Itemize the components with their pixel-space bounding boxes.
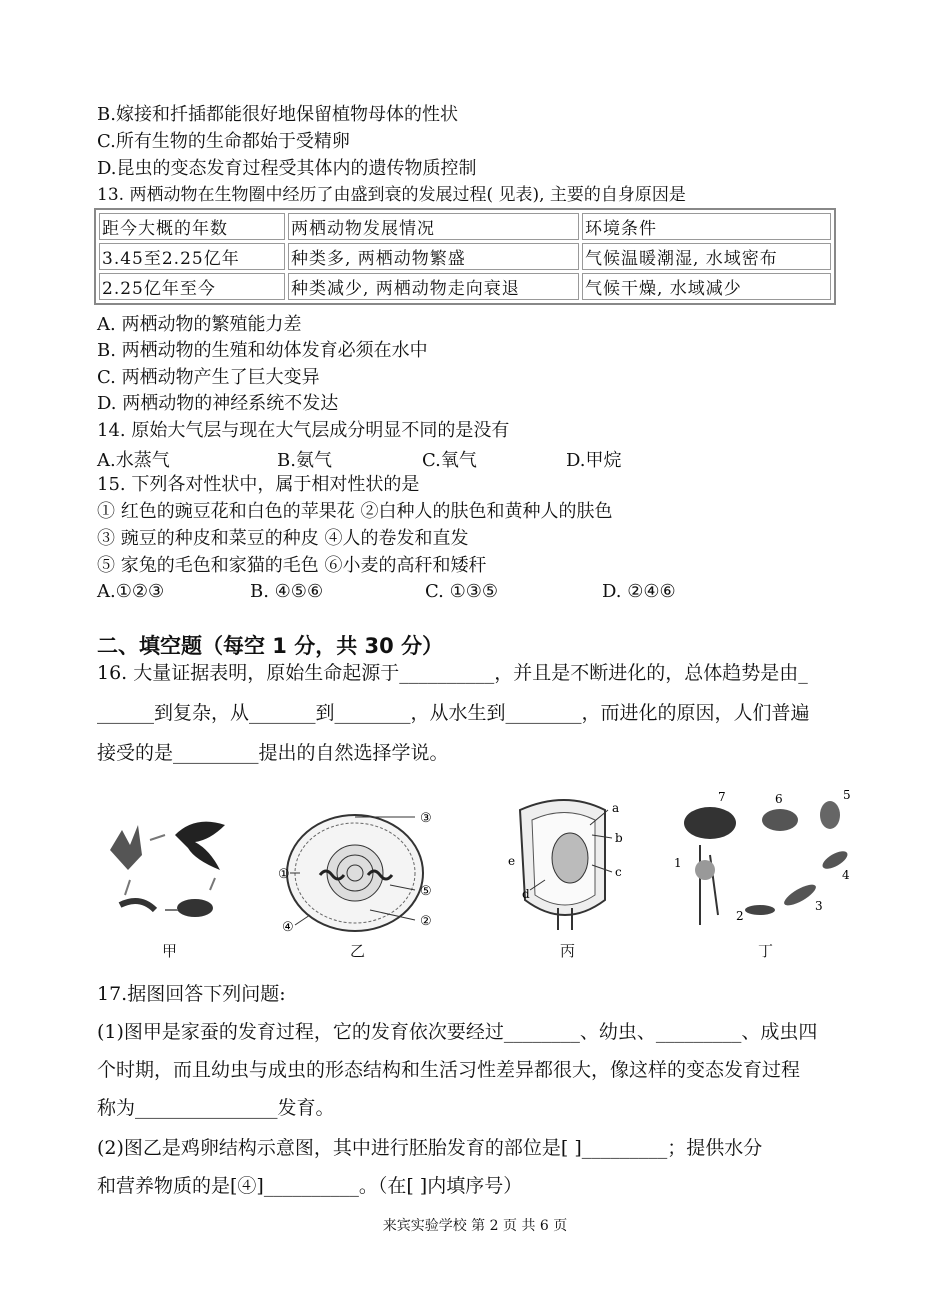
table-header-cell: 两栖动物发展情况	[288, 213, 579, 240]
table-cell: 2.25亿年至今	[99, 273, 285, 300]
label-3: 3	[815, 899, 823, 913]
egg-mass-icon	[695, 860, 715, 880]
figure-caption: 丙	[560, 942, 576, 960]
label-2: ②	[420, 914, 432, 929]
q16-line: 16. 大量证据表明，原始生命起源于__________，并且是不断进化的，总体趋势是由_	[97, 662, 808, 684]
q12-option-c: C.所有生物的生命都始于受精卵	[97, 131, 350, 152]
q17-part1-line: 称为_______________发育。	[97, 1097, 335, 1119]
label-4: ④	[282, 920, 294, 935]
q17-part2-line: 和营养物质的是[④]__________。（在[ ]内填序号）	[97, 1175, 523, 1197]
q13-table	[94, 208, 836, 305]
cycle-arrow-icon	[150, 835, 165, 840]
cycle-arrow-icon	[125, 880, 130, 895]
q14-stem: 14. 原始大气层与现在大气层成分明显不同的是没有	[97, 420, 510, 441]
table-cell: 种类减少, 两栖动物走向衰退	[288, 273, 579, 300]
tadpole-icon	[781, 881, 818, 909]
label-1: ①	[278, 867, 290, 882]
tadpole-icon	[745, 905, 775, 915]
label-6: 6	[775, 792, 783, 806]
frog-lifecycle-figure	[670, 785, 860, 935]
q15-option: D. ②④⑥	[602, 581, 676, 602]
young-frog-icon	[762, 809, 798, 831]
label-2: 2	[736, 909, 744, 923]
label-d: d	[522, 887, 530, 901]
q15-stem: 15. 下列各对性状中，属于相对性状的是	[97, 474, 420, 495]
figure-caption: 丁	[758, 942, 774, 960]
q13-option-d: D. 两栖动物的神经系统不发达	[97, 393, 339, 414]
table-row	[99, 273, 831, 300]
figure-caption: 甲	[162, 942, 178, 960]
fetus-icon	[552, 833, 588, 883]
larva-icon	[120, 901, 155, 910]
egg-structure-figure	[270, 805, 445, 935]
q13-option-b: B. 两栖动物的生殖和幼体发育必须在水中	[97, 340, 428, 361]
q13-option-a: A. 两栖动物的繁殖能力差	[97, 314, 302, 335]
table-cell: 气候干燥, 水域减少	[582, 273, 831, 300]
q15-option: B. ④⑤⑥	[250, 581, 324, 602]
q14-option: A.水蒸气	[97, 450, 170, 471]
adult-frog-icon	[684, 807, 736, 839]
cocoon-icon	[177, 899, 213, 917]
q13-option-c: C. 两栖动物产生了巨大变异	[97, 367, 320, 388]
label-5: ⑤	[420, 884, 432, 899]
q12-option-b: B.嫁接和扦插都能很好地保留植物母体的性状	[97, 104, 458, 125]
label-c: c	[615, 865, 622, 879]
q17-part1-line: 个时期，而且幼虫与成虫的形态结构和生活习性差异都很大，像这样的变态发育过程	[97, 1059, 801, 1081]
q13-stem: 13. 两栖动物在生物圈中经历了由盛到衰的发展过程( 见表), 主要的自身原因是	[97, 185, 686, 205]
q14-option: D.甲烷	[566, 450, 622, 471]
silkworm-lifecycle-figure	[100, 800, 240, 930]
yolk-icon	[327, 845, 383, 901]
q16-line: 接受的是_________提出的自然选择学说。	[97, 742, 449, 764]
table-cell: 气候温暖潮湿, 水域密布	[582, 243, 831, 270]
table-row	[99, 243, 831, 270]
label-a: a	[612, 801, 620, 815]
label-7: 7	[718, 790, 726, 804]
label-b: b	[615, 831, 623, 845]
q15-item-row: ① 红色的豌豆花和白色的苹果花 ②白种人的肤色和黄种人的肤色	[97, 501, 613, 522]
q15-option: C. ①③⑤	[425, 581, 498, 602]
table-header-row	[99, 213, 831, 240]
page-footer: 来宾实验学校 第 2 页 共 6 页	[382, 1218, 568, 1234]
table-cell: 3.45至2.25亿年	[99, 243, 285, 270]
q15-option: A.①②③	[97, 581, 165, 602]
label-e: e	[508, 854, 516, 868]
q14-option: C.氧气	[422, 450, 477, 471]
table-cell: 种类多, 两栖动物繁盛	[288, 243, 579, 270]
moth-icon	[175, 822, 225, 870]
q17-part2-line: (2)图乙是鸡卵结构示意图，其中进行胚胎发育的部位是[ ]_________；提供水分	[97, 1137, 763, 1159]
cycle-arrow-icon	[210, 878, 215, 890]
mulberry-leaf-icon	[110, 825, 142, 870]
figure-caption: 乙	[350, 942, 366, 960]
section-heading: 二、填空题（每空 1 分，共 30 分）	[97, 634, 444, 658]
label-1: 1	[674, 856, 682, 870]
q12-option-d: D.昆虫的变态发育过程受其体内的遗传物质控制	[97, 158, 477, 179]
table-header-cell: 环境条件	[582, 213, 831, 240]
label-4: 4	[842, 868, 850, 882]
label-5: 5	[843, 788, 851, 802]
plant-stem-icon	[700, 845, 718, 925]
fetus-uterus-figure	[500, 790, 630, 935]
q17-stem: 17.据图回答下列问题:	[97, 983, 286, 1005]
q15-item-row: ⑤ 家兔的毛色和家猫的毛色 ⑥小麦的高秆和矮秆	[97, 555, 487, 576]
label-3: ③	[420, 811, 432, 826]
q14-option: B.氨气	[277, 450, 332, 471]
froglet-icon	[820, 801, 840, 829]
q17-part1-line: (1)图甲是家蚕的发育过程，它的发育依次要经过________、幼虫、_________、成虫四	[97, 1021, 818, 1043]
q16-line: ______到复杂，从_______到________，从水生到________，而进化的原因，人们普遍	[97, 702, 810, 724]
q15-item-row: ③ 豌豆的种皮和菜豆的种皮 ④人的卷发和直发	[97, 528, 469, 549]
table-header-cell: 距今大概的年数	[99, 213, 285, 240]
